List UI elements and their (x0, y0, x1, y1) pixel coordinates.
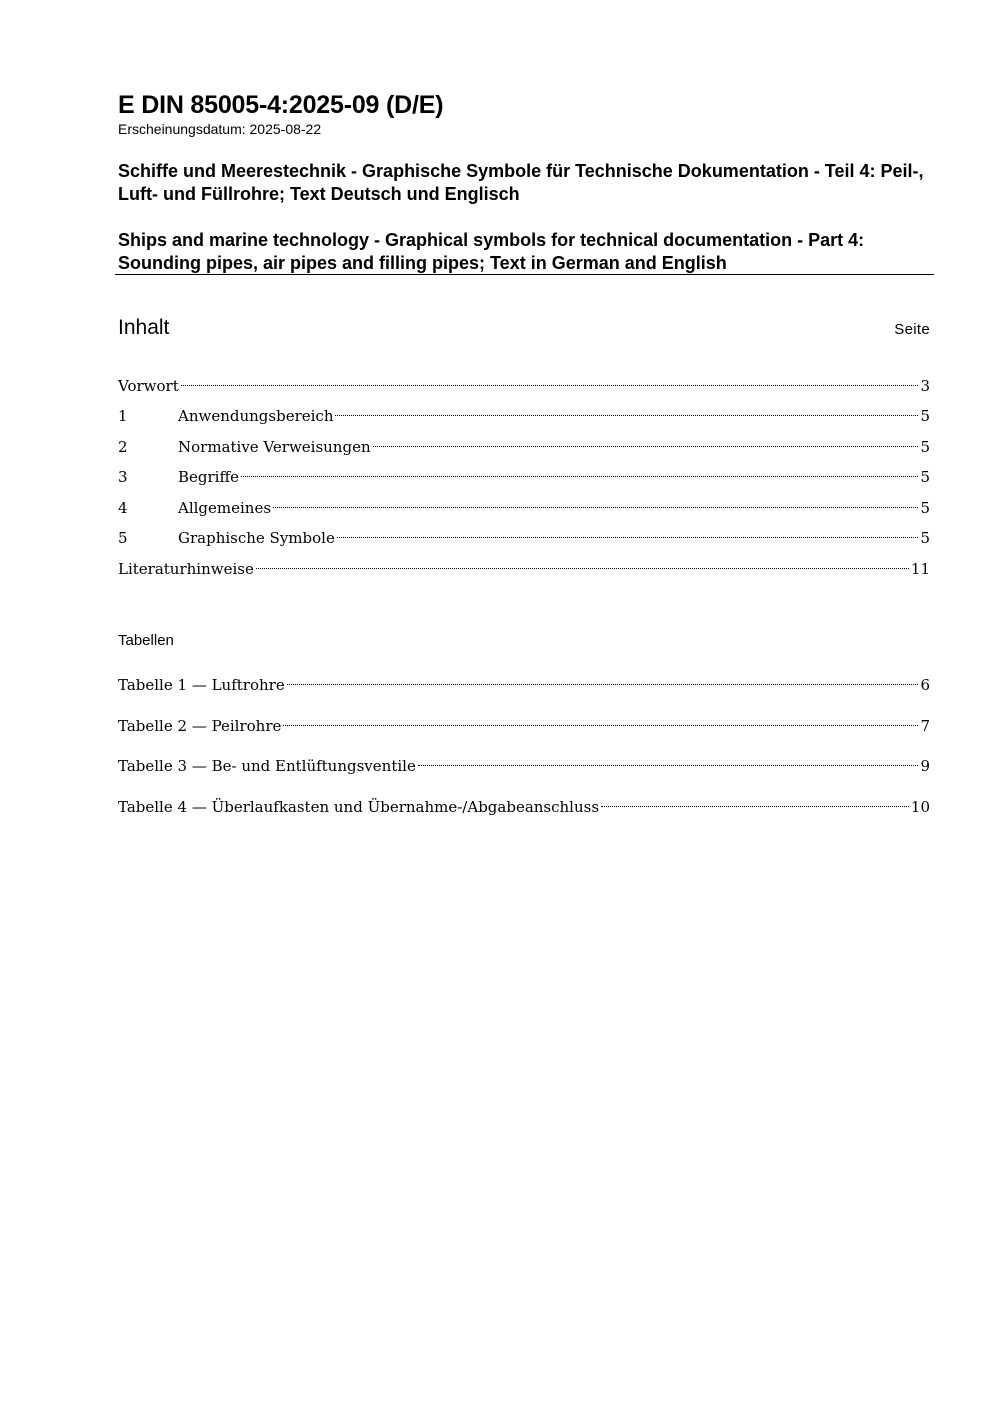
toc-entry-label: Vorwort (118, 377, 179, 395)
toc-leader (283, 711, 918, 731)
toc-entry-label: Begriffe (178, 468, 240, 486)
toc-title: Inhalt (118, 316, 170, 339)
document-number: E DIN 85005-4:2025-09 (D/E) (118, 91, 444, 119)
toc-entry-anwendungsbereich[interactable] (118, 401, 930, 425)
table-entry-page: 6 (920, 676, 930, 694)
toc-entry-page: 5 (920, 499, 930, 517)
table-entry-1[interactable] (118, 670, 930, 694)
toc-entry-label: Normative Verweisungen (178, 438, 371, 456)
toc-entry-literaturhinweise[interactable] (118, 554, 930, 578)
toc-entry-graphische-symbole[interactable] (118, 523, 930, 547)
table-entry-page: 7 (920, 717, 930, 735)
table-entry-3[interactable] (118, 751, 930, 775)
toc-entry-page: 11 (910, 560, 930, 578)
toc-entry-number: 5 (118, 529, 128, 547)
table-entry-page: 10 (910, 798, 930, 816)
title-german: Schiffe und Meerestechnik - Graphische Symbole für Technische Dokumentation - Teil 4: Peil-, Luft- und Füllrohre; Text Deutsch und Englisch (118, 161, 924, 204)
header-divider (115, 274, 934, 275)
table-entry-label: Tabelle 1 — Luftrohre (118, 676, 285, 694)
table-entry-label: Tabelle 2 — Peilrohre (118, 717, 282, 735)
toc-entry-page: 5 (920, 529, 930, 547)
toc-heading (118, 314, 930, 344)
toc-entry-number: 1 (118, 407, 128, 425)
table-entry-label: Tabelle 3 — Be- und Entlüftungsventile (118, 757, 416, 775)
toc-entry-normative-verweisungen[interactable] (118, 432, 930, 456)
toc-entry-label: Literaturhinweise (118, 560, 254, 578)
toc-leader (601, 792, 909, 812)
toc-page-label: Seite (894, 321, 930, 338)
toc-leader (256, 554, 909, 574)
toc-leader (273, 493, 918, 513)
toc-entry-label: Graphische Symbole (178, 529, 335, 547)
tables-heading: Tabellen (118, 632, 174, 649)
toc-entry-begriffe[interactable] (118, 462, 930, 486)
toc-entry-number: 3 (118, 468, 128, 486)
table-entry-page: 9 (920, 757, 930, 775)
title-english: Ships and marine technology - Graphical symbols for technical documentation - Part 4: Sounding pipes, air pipes and filling pipes; Text in German and English (118, 230, 865, 273)
document-header (118, 90, 934, 275)
toc-entry-label: Anwendungsbereich (178, 407, 334, 425)
publication-date: Erscheinungsdatum: 2025-08-22 (118, 121, 322, 137)
toc-leader (373, 432, 919, 452)
toc-entry-allgemeines[interactable] (118, 493, 930, 517)
toc-entry-label: Allgemeines (178, 499, 272, 517)
table-entry-label: Tabelle 4 — Überlaufkasten und Übernahme-/Abgabeanschluss (118, 798, 600, 816)
toc-leader (181, 371, 919, 391)
toc-leader (335, 401, 918, 421)
toc-entry-number: 4 (118, 499, 128, 517)
toc-leader (337, 523, 919, 543)
toc-leader (418, 751, 919, 771)
toc-entry-page: 3 (920, 377, 930, 395)
toc-entry-number: 2 (118, 438, 128, 456)
table-entry-4[interactable] (118, 792, 930, 816)
toc-entry-page: 5 (920, 407, 930, 425)
toc-entry-page: 5 (920, 468, 930, 486)
toc-leader (241, 462, 918, 482)
toc-leader (287, 670, 919, 690)
toc-entry-page: 5 (920, 438, 930, 456)
table-entry-2[interactable] (118, 711, 930, 735)
toc-entry-vorwort[interactable] (118, 371, 930, 395)
